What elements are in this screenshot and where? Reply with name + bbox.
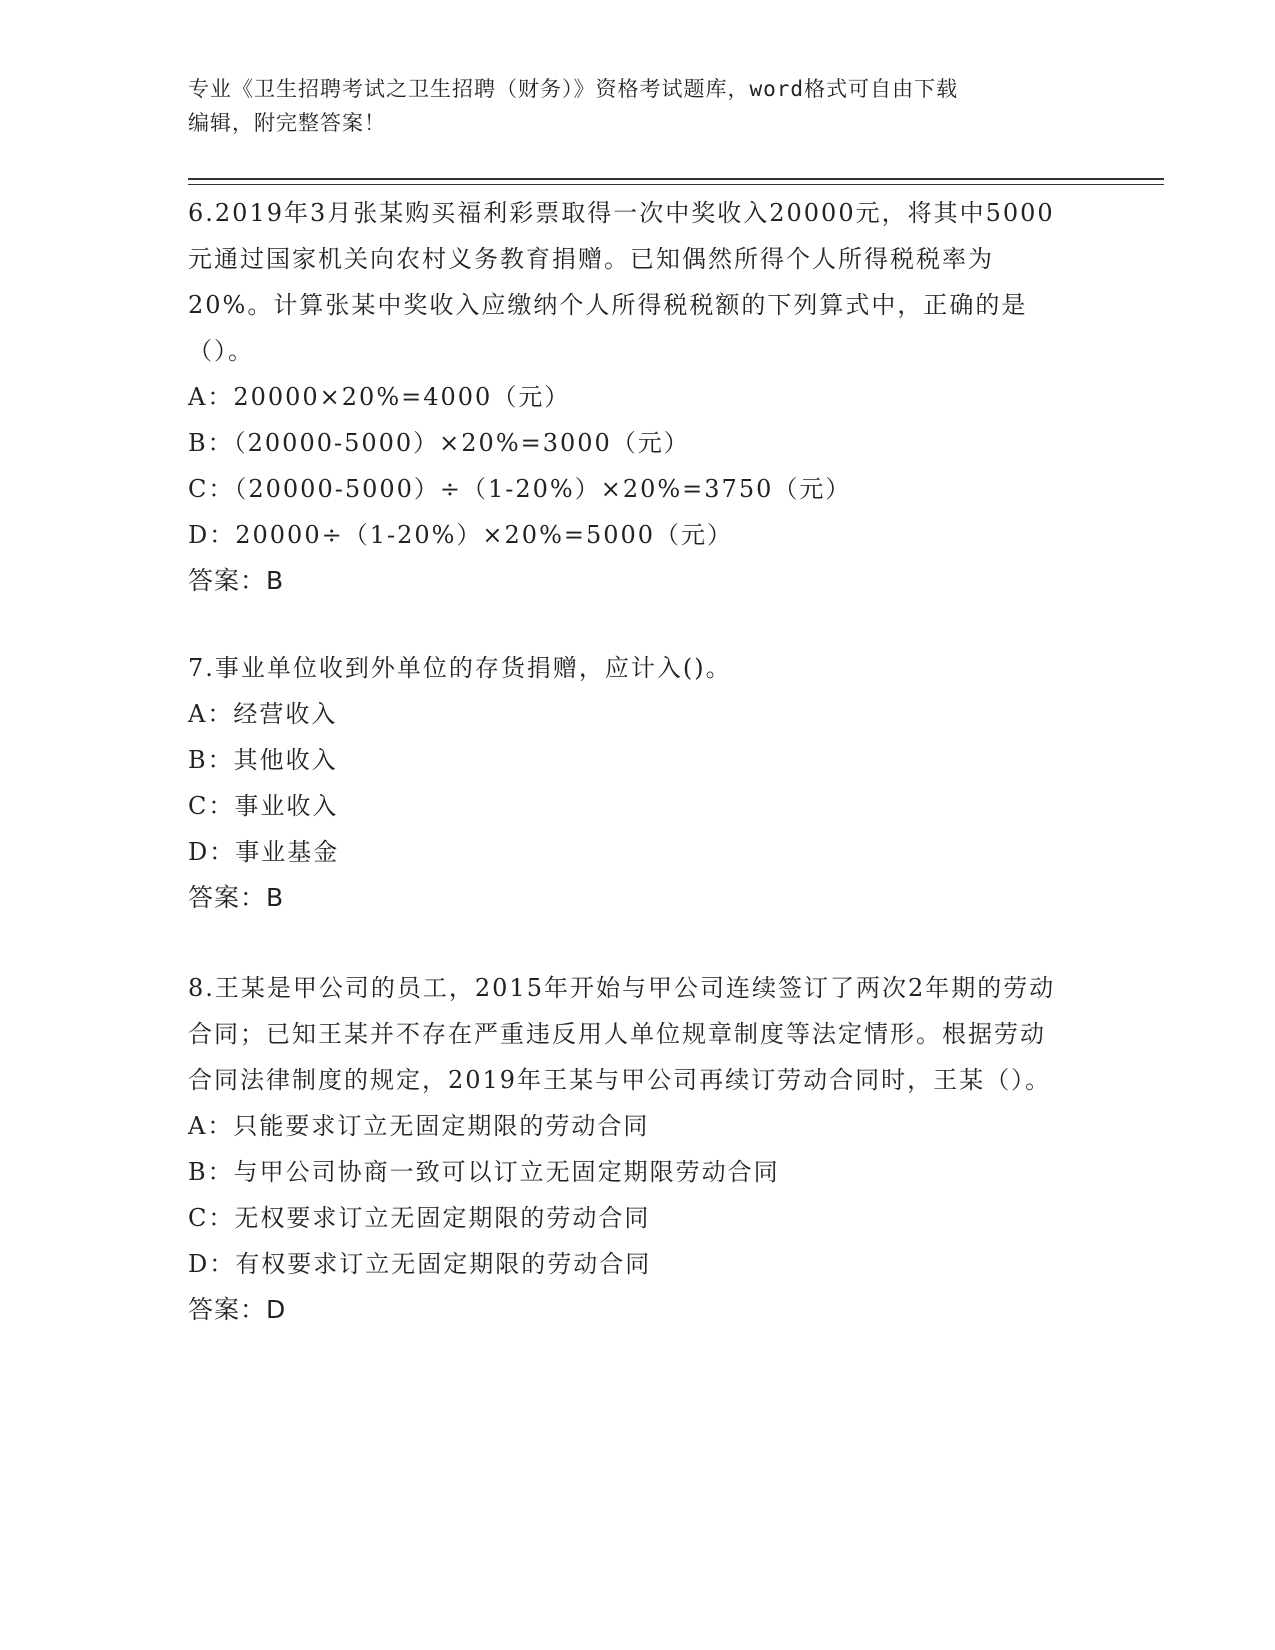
header-divider-thick	[188, 178, 1164, 180]
question-stem: 7.事业单位收到外单位的存货捐赠，应计入()。	[188, 654, 732, 682]
option-b: B：与甲公司协商一致可以订立无固定期限劳动合同	[188, 1158, 780, 1186]
question-7	[188, 645, 1068, 921]
option-c: C：无权要求订立无固定期限的劳动合同	[188, 1204, 651, 1232]
question-6	[188, 190, 1068, 604]
option-d: D：事业基金	[188, 838, 340, 866]
question-8	[188, 965, 1068, 1333]
question-stem: 6.2019年3月张某购买福利彩票取得一次中奖收入20000元，将其中5000元通过国家机关向农村义务教育捐赠。已知偶然所得个人所得税税率为20%。计算张某中奖收入应缴纳个人所得税税额的下列算式中，正确的是（）。	[188, 199, 1055, 365]
option-d: D：有权要求订立无固定期限的劳动合同	[188, 1250, 652, 1278]
option-c: C：（20000-5000）÷（1-20%）×20%=3750（元）	[188, 475, 852, 503]
header-divider-thin	[188, 184, 1164, 185]
document-header	[188, 72, 1068, 140]
answer-line: 答案：B	[188, 883, 285, 912]
answer-line: 答案：D	[188, 1295, 287, 1324]
header-line-2: 编辑，附完整答案！	[188, 111, 386, 135]
option-a: A：只能要求订立无固定期限的劳动合同	[188, 1112, 650, 1140]
option-a: A：经营收入	[188, 700, 338, 728]
option-b: B：其他收入	[188, 746, 338, 774]
option-b: B：（20000-5000）×20%=3000（元）	[188, 429, 690, 457]
answer-line: 答案：B	[188, 566, 285, 595]
header-line-1: 专业《卫生招聘考试之卫生招聘（财务）》资格考试题库，word格式可自由下载	[188, 77, 959, 101]
option-c: C：事业收入	[188, 792, 339, 820]
option-d: D：20000÷（1-20%）×20%=5000（元）	[188, 521, 734, 549]
option-a: A：20000×20%=4000（元）	[188, 383, 571, 411]
question-stem: 8.王某是甲公司的员工，2015年开始与甲公司连续签订了两次2年期的劳动合同；已知王某并不存在严重违反用人单位规章制度等法定情形。根据劳动合同法律制度的规定，2019年王某与甲公司再续订劳动合同时，王某（）。	[188, 974, 1056, 1094]
